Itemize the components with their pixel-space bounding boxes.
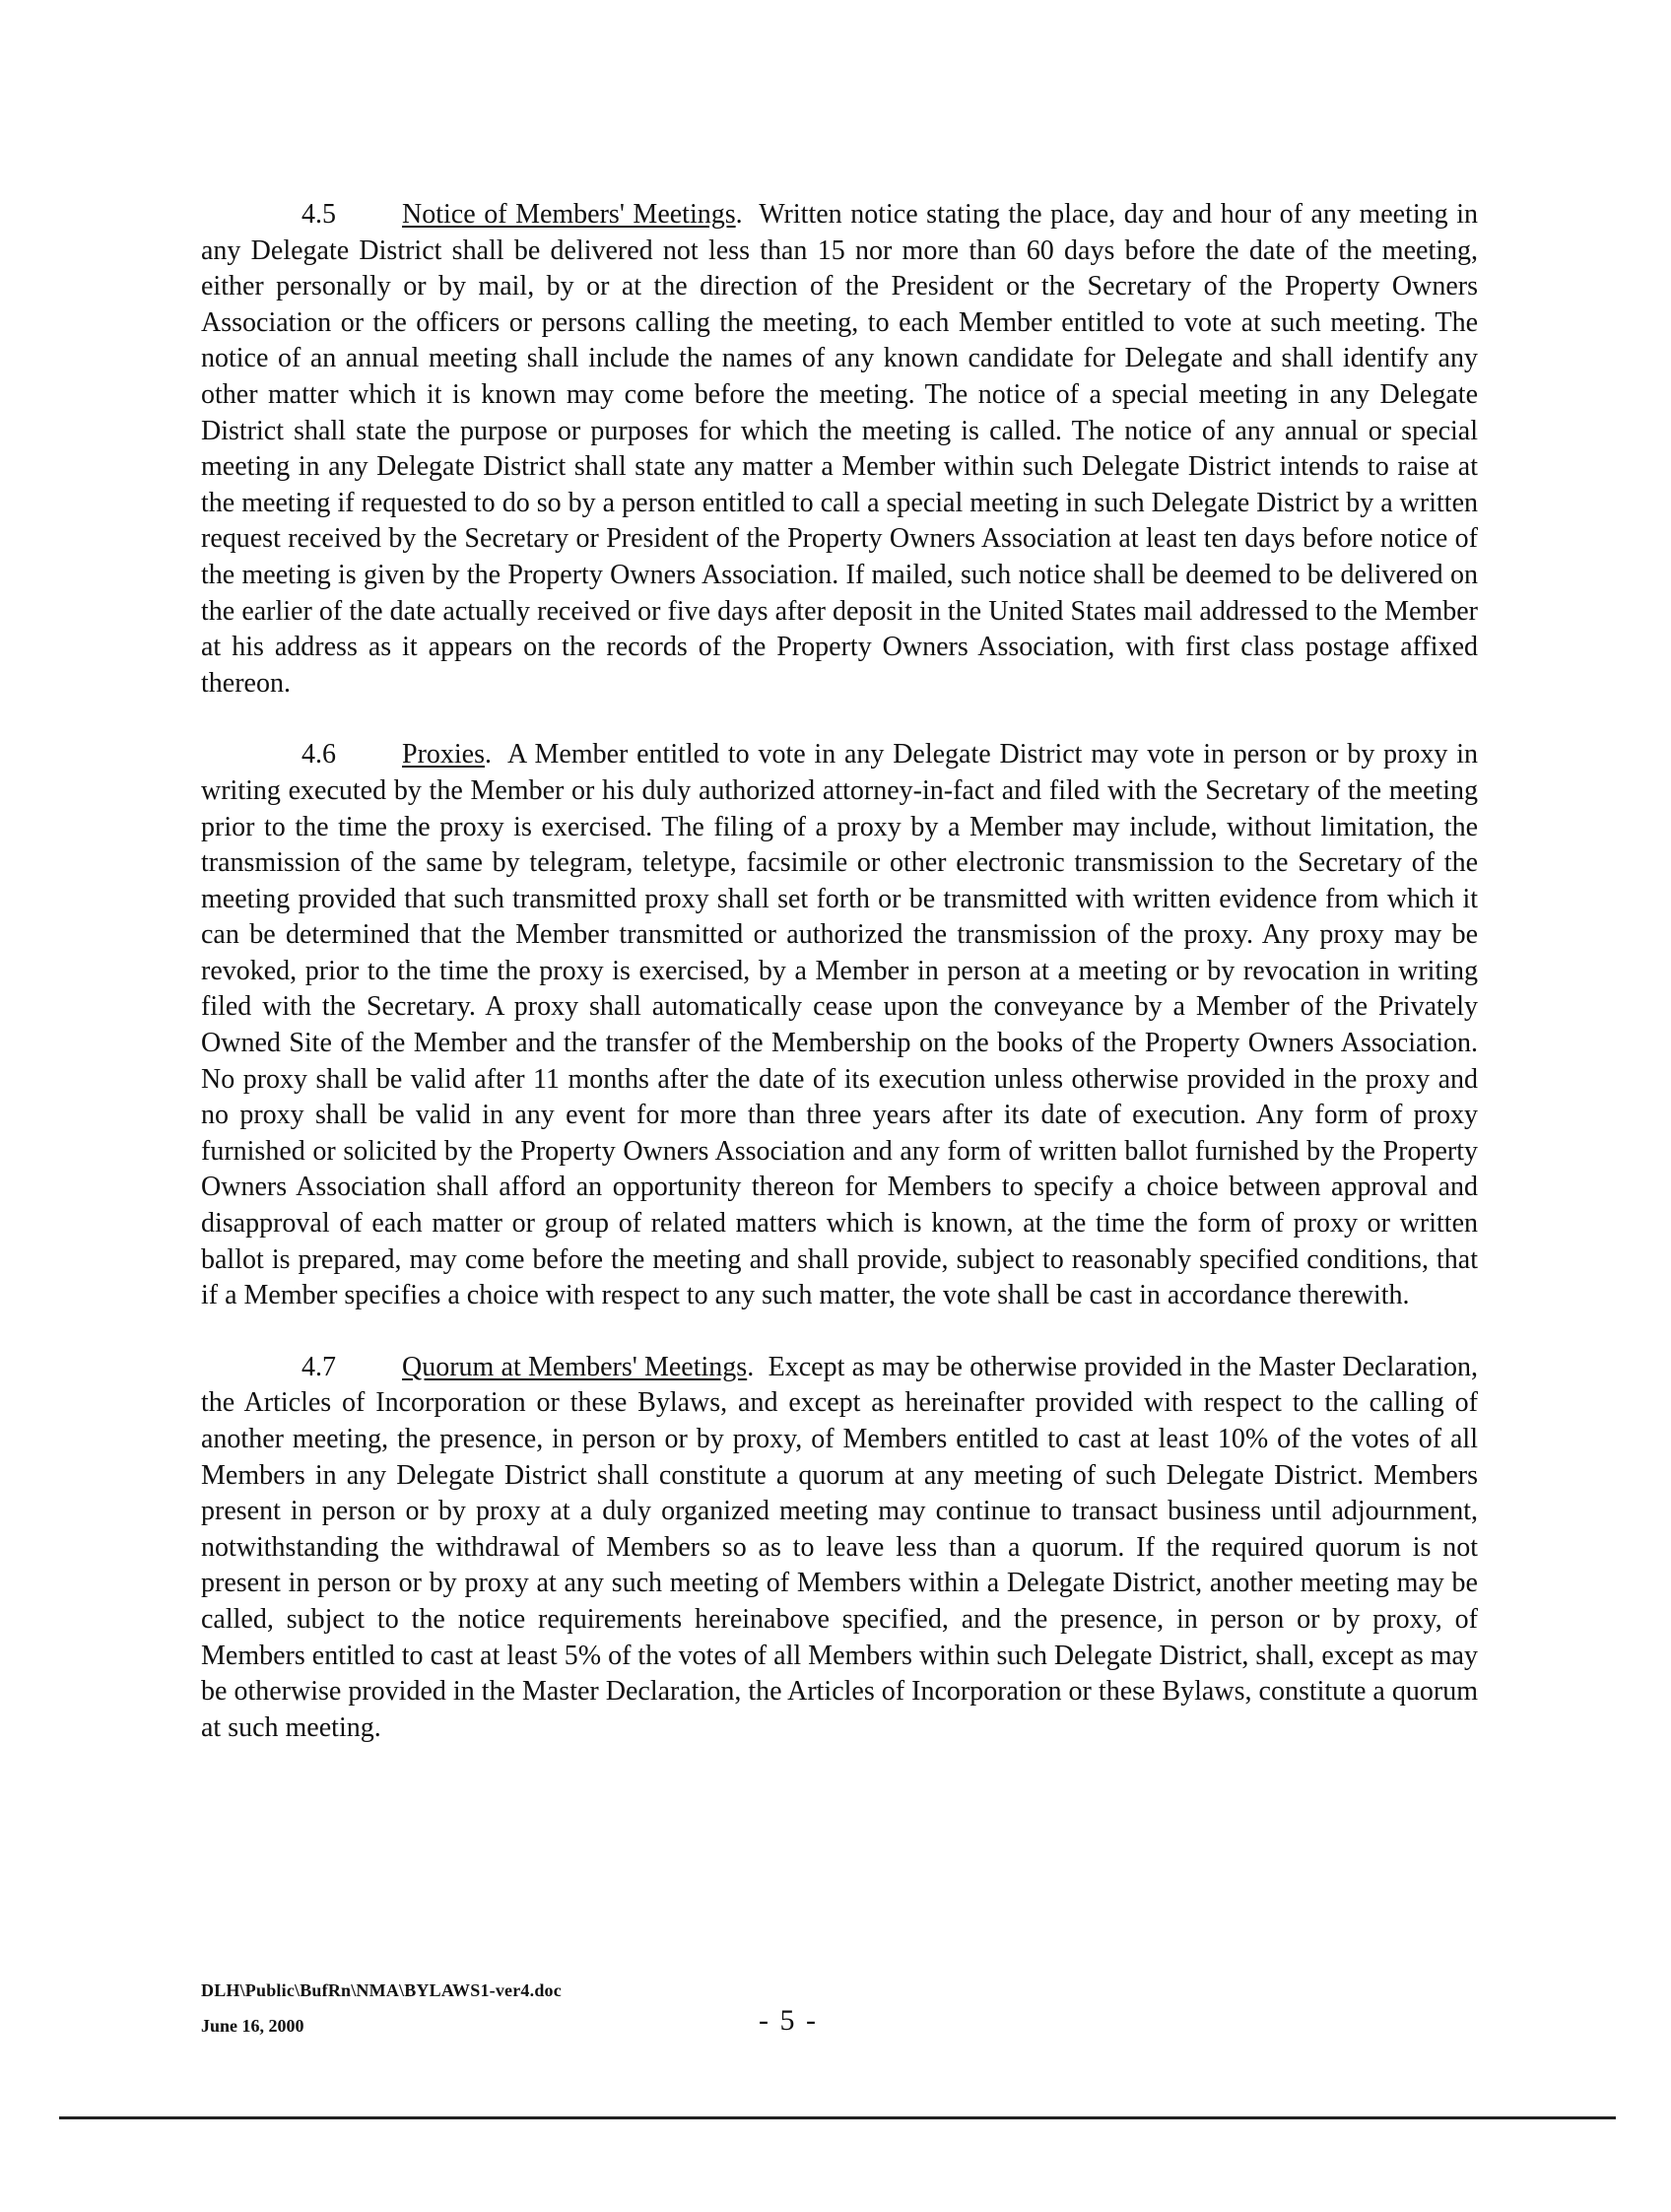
document-body [201,197,1478,1781]
section-text: Written notice stating the place, day and hour of any meeting in any Delegate District shall be delivered not less than 15 nor more than 60 days before the date of the meeting, either personally or by mail, by or at the direction of the President or the Secretary of the Property Owners Association or the officers or persons calling the meeting, to each Member entitled to vote at such meeting. The notice of an annual meeting shall include the names of any known candidate for Delegate and shall identify any other matter which it is known may come before the meeting. The notice of a special meeting in any Delegate District shall state the purpose or purposes for which the meeting is called. The notice of any annual or special meeting in any Delegate District shall state any matter a Member within such Delegate District intends to raise at the meeting if requested to do so by a person entitled to call a special meeting in such Delegate District by a written request received by the Secretary or President of the Property Owners Association at least ten days before notice of the meeting is given by the Property Owners Association. If mailed, such notice shall be deemed to be delivered on the earlier of the date actually received or five days after deposit in the United States mail addressed to the Member at his address as it appears on the records of the Property Owners Association, with first class postage affixed thereon. [201,199,1478,699]
section-text: A Member entitled to vote in any Delegate District may vote in person or by proxy in writing executed by the Member or his duly authorized attorney-in-fact and filed with the Secretary of the meeting prior to the time the proxy is exercised. The filing of a proxy by a Member may include, without limitation, the transmission of the same by telegram, teletype, facsimile or other electronic transmission to the Secretary of the meeting provided that such transmitted proxy shall set forth or be transmitted with written evidence from which it can be determined that the Member transmitted or authorized the transmission of the proxy. Any proxy may be revoked, prior to the time the proxy is exercised, by a Member in person at a meeting or by revocation in writing filed with the Secretary. A proxy shall automatically cease upon the conveyance by a Member of the Privately Owned Site of the Member and the transfer of the Membership on the books of the Property Owners Association. No proxy shall be valid after 11 months after the date of its execution unless otherwise provided in the proxy and no proxy shall be valid in any event for more than three years after its date of execution. Any form of proxy furnished or solicited by the Property Owners Association and any form of written ballot furnished by the Property Owners Association shall afford an opportunity thereon for Members to specify a choice between approval and disapproval of each matter or group of related matters which is known, at the time the form of proxy or written ballot is prepared, may come before the meeting and shall provide, subject to reasonably specified conditions, that if a Member specifies a choice with respect to any such matter, the vote shall be cast in accordance therewith. [201,739,1478,1311]
section-number: 4.6 [301,739,336,771]
section-4-6: 4.6 Proxies. A Member entitled to vote in any Delegate District may vote in person or by proxy in writing executed by the Member or his duly authorized attorney-in-fact and filed with the Secretary of the meeting prior to the time the proxy is exercised. The filing of a proxy by a Member may include, without limitation, the transmission of the same by telegram, teletype, facsimile or other electronic transmission to the Secretary of the meeting provided that such transmitted proxy shall set forth or be transmitted with written evidence from which it can be determined that the Member transmitted or authorized the transmission of the proxy. Any proxy may be revoked, prior to the time the proxy is exercised, by a Member in person at a meeting or by revocation in writing filed with the Secretary. A proxy shall automatically cease upon the conveyance by a Member of the Privately Owned Site of the Member and the transfer of the Membership on the books of the Property Owners Association. No proxy shall be valid after 11 months after the date of its execution unless otherwise provided in the proxy and no proxy shall be valid in any event for more than three years after its date of execution. Any form of proxy furnished or solicited by the Property Owners Association and any form of written ballot furnished by the Property Owners Association shall afford an opportunity thereon for Members to specify a choice between approval and disapproval of each matter or group of related matters which is known, at the time the form of proxy or written ballot is prepared, may come before the meeting and shall provide, subject to reasonably specified conditions, that if a Member specifies a choice with respect to any such matter, the vote shall be cast in accordance therewith. [201,739,1478,1311]
footer-file-path: DLH\Public\BufRn\NMA\BYLAWS1-ver4.doc [201,1980,562,2000]
footer-date: June 16, 2000 [201,2016,304,2036]
section-number: 4.7 [301,1351,336,1382]
section-4-5: 4.5 Notice of Members' Meetings. Written notice stating the place, day and hour of any meeting in any Delegate District shall be delivered not less than 15 nor more than 60 days before the date of the meeting, either personally or by mail, by or at the direction of the President or the Secretary of the Property Owners Association or the officers or persons calling the meeting, to each Member entitled to vote at such meeting. The notice of an annual meeting shall include the names of any known candidate for Delegate and shall identify any other matter which it is known may come before the meeting. The notice of a special meeting in any Delegate District shall state the purpose or purposes for which the meeting is called. The notice of any annual or special meeting in any Delegate District shall state any matter a Member within such Delegate District intends to raise at the meeting if requested to do so by a person entitled to call a special meeting in such Delegate District by a written request received by the Secretary or President of the Property Owners Association at least ten days before notice of the meeting is given by the Property Owners Association. If mailed, such notice shall be deemed to be delivered on the earlier of the date actually received or five days after deposit in the United States mail addressed to the Member at his address as it appears on the records of the Property Owners Association, with first class postage affixed thereon. [201,199,1478,699]
section-text: Except as may be otherwise provided in the Master Declaration, the Articles of Incorporation or these Bylaws, and except as hereinafter provided with respect to the calling of another meeting, the presence, in person or by proxy, of Members entitled to cast at least 10% of the votes of all Members in any Delegate District shall constitute a quorum at any meeting of such Delegate District. Members present in person or by proxy at a duly organized meeting may continue to transact business until adjournment, notwithstanding the withdrawal of Members so as to leave less than a quorum. If the required quorum is not present in person or by proxy at any such meeting of Members within a Delegate District, another meeting may be called, subject to the notice requirements hereinabove specified, and the presence, in person or by proxy, of Members entitled to cast at least 5% of the votes of all Members within such Delegate District, shall, except as may be otherwise provided in the Master Declaration, the Articles of Incorporation or these Bylaws, constitute a quorum at such meeting. [201,1351,1478,1743]
section-title: Proxies [402,739,485,771]
section-title: Notice of Members' Meetings [402,199,736,230]
section-number: 4.5 [301,199,336,230]
page-number: - 5 - [759,2004,818,2037]
section-4-7: 4.7 Quorum at Members' Meetings. Except as may be otherwise provided in the Master Declaration, the Articles of Incorporation or these Bylaws, and except as hereinafter provided with respect to the calling of another meeting, the presence, in person or by proxy, of Members entitled to cast at least 10% of the votes of all Members in any Delegate District shall constitute a quorum at any meeting of such Delegate District. Members present in person or by proxy at a duly organized meeting may continue to transact business until adjournment, notwithstanding the withdrawal of Members so as to leave less than a quorum. If the required quorum is not present in person or by proxy at any such meeting of Members within a Delegate District, another meeting may be called, subject to the notice requirements hereinabove specified, and the presence, in person or by proxy, of Members entitled to cast at least 5% of the votes of all Members within such Delegate District, shall, except as may be otherwise provided in the Master Declaration, the Articles of Incorporation or these Bylaws, constitute a quorum at such meeting. [201,1351,1478,1743]
bottom-rule [59,2116,1616,2119]
section-title: Quorum at Members' Meetings [402,1351,748,1382]
